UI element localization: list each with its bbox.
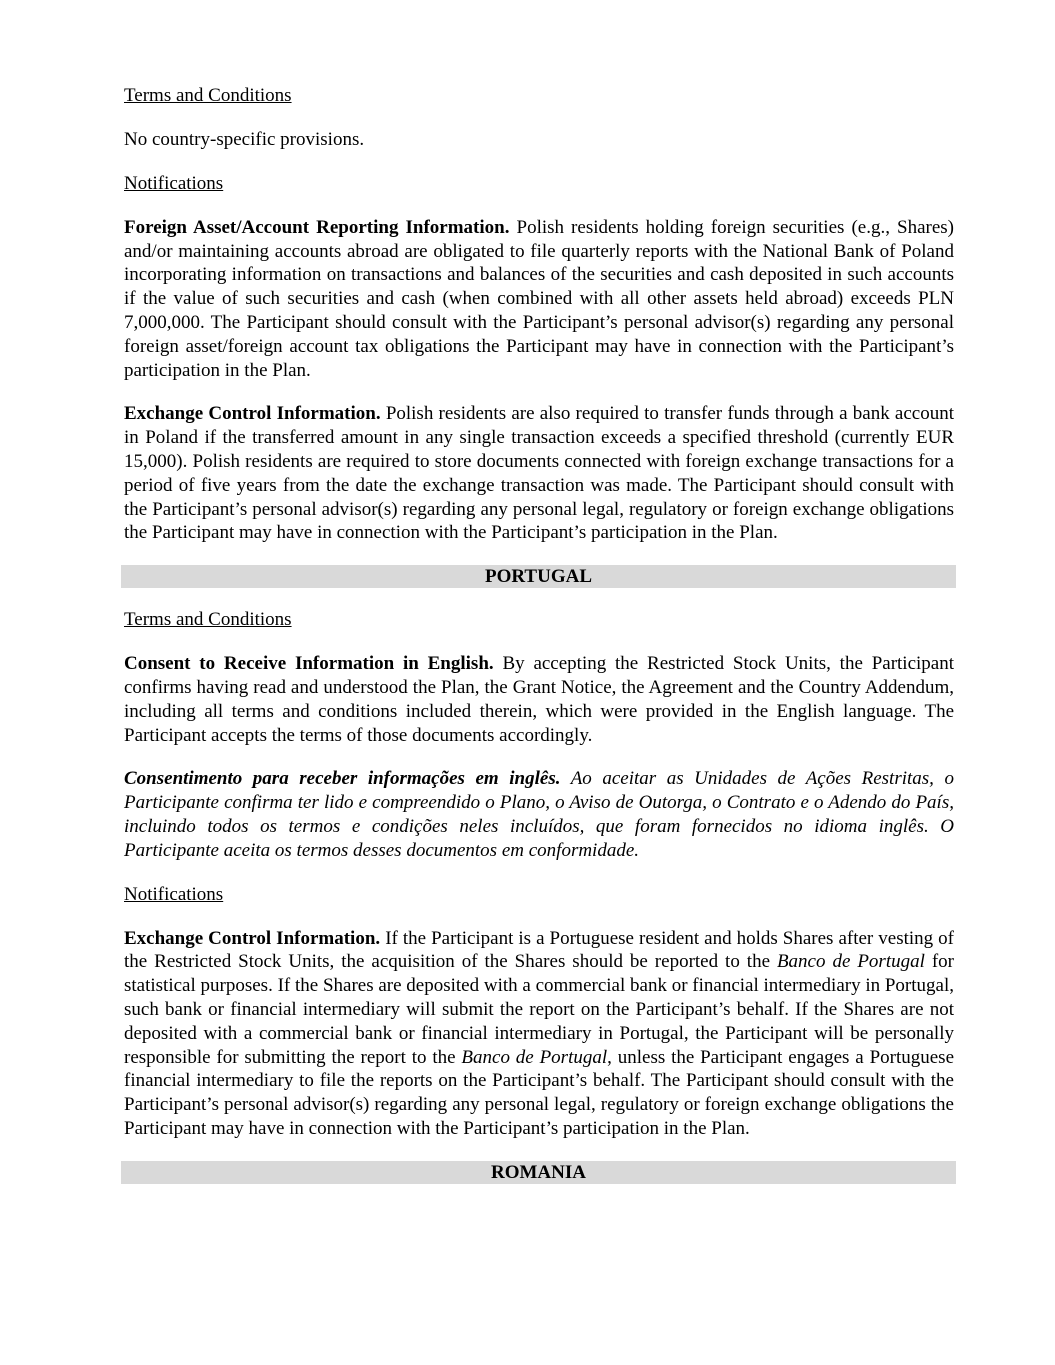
portugal-exchange-control-text-3: , unless the Participant engages a Portuguese financial intermediary to file the reports on the Participant’s behalf. The Participant should consult with the Participant’s personal advisor(s) regarding any personal legal, regulatory or foreign exchange obligations the Participant may have in connection with the Participant’s participation in the Plan. xyxy=(124,1046,954,1139)
portugal-band: PORTUGAL xyxy=(121,565,956,588)
poland-exchange-control-text: Polish residents are also required to transfer funds through a bank account in Poland if the transferred amount in any single transaction exceeds a specified threshold (currently EUR 15,000). Polish residents are required to store documents connected with foreign exchange transactions for a period of five years from the date the exchange transaction was made. The Participant should consult with the Participant’s personal advisor(s) regarding any personal legal, regulatory or foreign exchange obligations the Participant may have in connection with the Participant’s participation in the Plan. xyxy=(124,403,954,544)
poland-terms-heading: Terms and Conditions xyxy=(124,85,292,106)
portugal-exchange-control-text-1: If the Participant is a Portuguese resident and holds Shares after vesting of the Restricted Stock Units, the acquisition of the Shares should be reported to the xyxy=(124,927,954,973)
poland-foreign-asset-title: Foreign Asset/Account Reporting Information. xyxy=(124,216,510,238)
poland-notifications-heading: Notifications xyxy=(124,172,224,194)
poland-terms-text: No country-specific provisions. xyxy=(124,129,365,150)
portugal-notifications-heading: Notifications xyxy=(124,883,224,905)
document-page xyxy=(124,84,954,1204)
portugal-consent-pt-paragraph xyxy=(124,767,954,862)
poland-exchange-control-paragraph xyxy=(124,402,954,545)
portugal-terms-heading: Terms and Conditions xyxy=(124,609,292,631)
portugal-consent-en-text: By accepting the Restricted Stock Units, the Participant confirms having read and understood the Plan, the Grant Notice, the Agreement and the Country Addendum, including all terms and conditions included therein, which were provided in the English language. The Participant accepts the terms of those documents accordingly. xyxy=(124,653,954,746)
poland-foreign-asset-text: Polish residents holding foreign securities (e.g., Shares) and/or maintaining accounts abroad are obligated to file quarterly reports with the National Bank of Poland incorporating information on transactions and balances of the securities and cash deposited in such accounts if the value of such securities and cash (when combined with all other assets held abroad) exceeds PLN 7,000,000. The Participant should consult with the Participant’s personal advisor(s) regarding any personal foreign asset/foreign account tax obligations the Participant may have in connection with the Participant’s participation in the Plan. xyxy=(124,216,954,381)
portugal-exchange-control-text-2: for statistical purposes. If the Shares are deposited with a commercial bank or financial intermediary in Portugal, such bank or financial intermediary will submit the report on the Participant’s behalf. If the Shares are not deposited with a commercial bank or financial intermediary in Portugal, the Participant will be personally responsible for submitting the report to the xyxy=(124,951,954,1068)
banco-de-portugal-1: Banco de Portugal xyxy=(776,951,925,973)
poland-exchange-control-title: Exchange Control Information. xyxy=(124,403,381,425)
banco-de-portugal-2: Banco de Portugal xyxy=(461,1046,608,1068)
poland-foreign-asset-paragraph xyxy=(124,216,954,383)
portugal-consent-pt-title: Consentimento para receber informações em inglês. xyxy=(124,768,561,790)
romania-band: ROMANIA xyxy=(121,1161,956,1184)
portugal-consent-en-title: Consent to Receive Information in English. xyxy=(124,653,494,675)
portugal-consent-pt-text: Ao aceitar as Unidades de Ações Restritas, o Participante confirma ter lido e compreendido o Plano, o Aviso de Outorga, o Contrato e o Adendo do País, incluindo todos os termos e condições neles incluídos, que foram fornecidos no idioma inglês. O Participante aceita os termos desses documentos em conformidade. xyxy=(124,768,954,861)
portugal-exchange-control-title: Exchange Control Information. xyxy=(124,927,381,949)
portugal-exchange-control-paragraph xyxy=(124,927,954,1141)
portugal-consent-en-paragraph xyxy=(124,652,954,747)
